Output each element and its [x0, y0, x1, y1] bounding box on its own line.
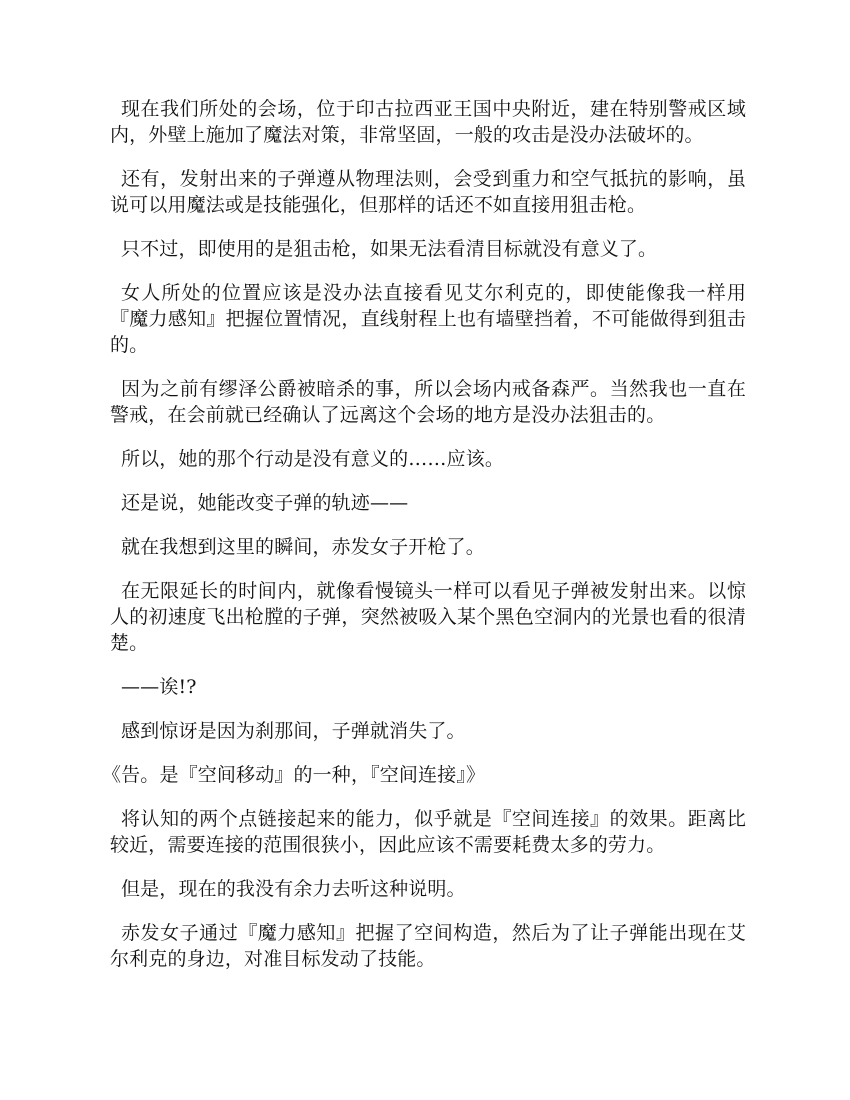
paragraph: 赤发女子通过『魔力感知』把握了空间构造，然后为了让子弹能出现在艾尔利克的身边，对准目标发动了技能。 [110, 922, 746, 970]
paragraph: 感到惊讶是因为刹那间，子弹就消失了。 [121, 720, 466, 742]
paragraph: 但是，现在的我没有余力去听这种说明。 [121, 878, 466, 900]
paragraph: 就在我想到这里的瞬间，赤发女子开枪了。 [121, 536, 485, 558]
document-page [102, 96, 746, 990]
paragraph: 将认知的两个点链接起来的能力，似乎就是『空间连接』的效果。距离比较近，需要连接的范围很狭小，因此应该不需要耗费太多的劳力。 [110, 808, 746, 856]
paragraph: 还有，发射出来的子弹遵从物理法则，会受到重力和空气抵抗的影响，虽说可以用魔法或是技能强化，但那样的话还不如直接用狙击枪。 [110, 168, 746, 216]
paragraph: 在无限延长的时间内，就像看慢镜头一样可以看见子弹被发射出来。以惊人的初速度飞出枪膛的子弹，突然被吸入某个黑色空洞内的光景也看的很清楚。 [110, 580, 746, 654]
paragraph: ——诶!? [121, 676, 197, 698]
paragraph: 只不过，即使用的是狙击枪，如果无法看清目标就没有意义了。 [121, 238, 658, 260]
paragraph: 还是说，她能改变子弹的轨迹—— [121, 492, 409, 514]
paragraph: 所以，她的那个行动是没有意义的……应该。 [121, 448, 505, 470]
paragraph: 现在我们所处的会场，位于印古拉西亚王国中央附近，建在特别警戒区域内，外壁上施加了魔法对策，非常坚固，一般的攻击是没办法破坏的。 [110, 98, 746, 146]
system-message-paragraph: 《告。是『空间移动』的一种，『空间连接』》 [102, 764, 486, 786]
paragraph: 女人所处的位置应该是没办法直接看见艾尔利克的，即使能像我一样用『魔力感知』把握位置情况，直线射程上也有墙壁挡着，不可能做得到狙击的。 [110, 282, 746, 356]
paragraph: 因为之前有缪泽公爵被暗杀的事，所以会场内戒备森严。当然我也一直在警戒，在会前就已经确认了远离这个会场的地方是没办法狙击的。 [110, 378, 746, 426]
